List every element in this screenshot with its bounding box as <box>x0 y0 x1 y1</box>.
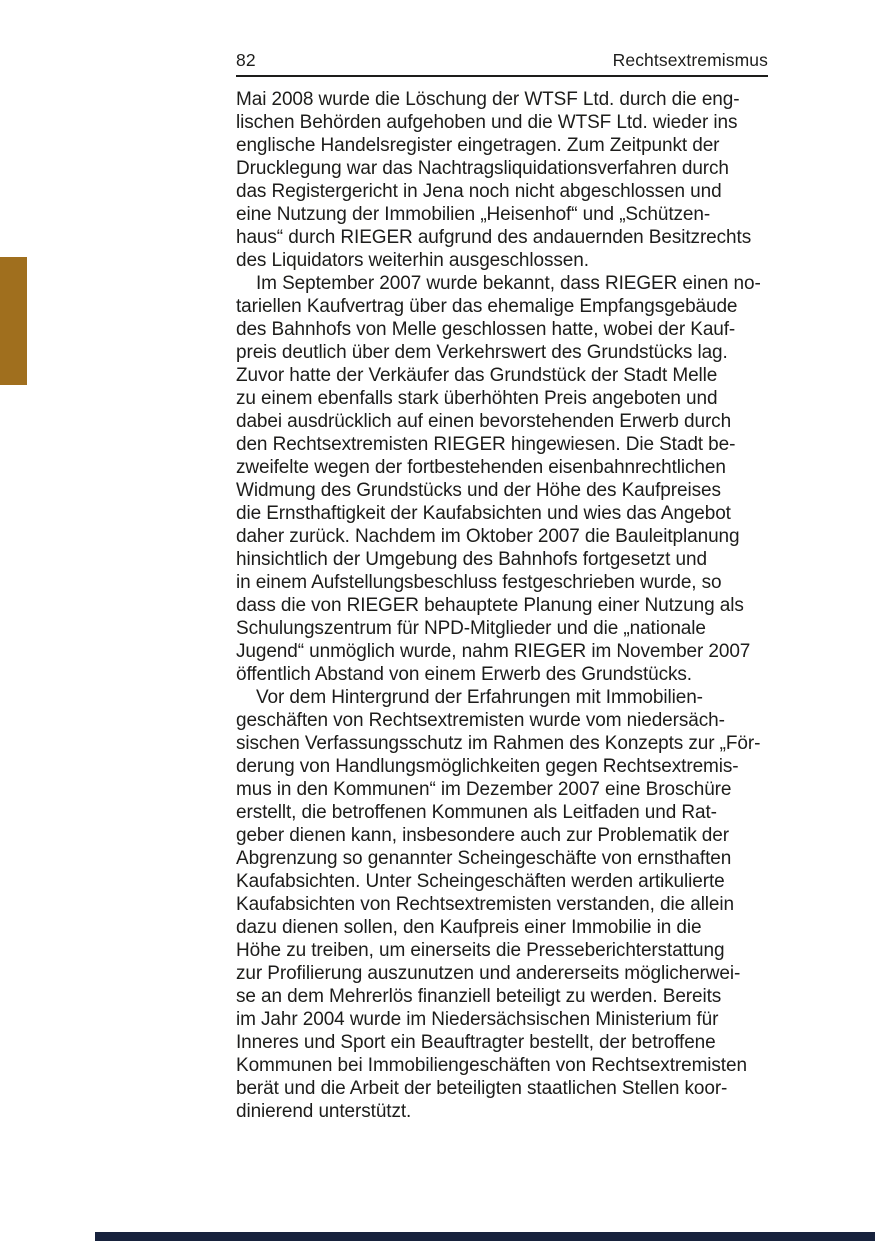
footer-bar <box>95 1232 875 1241</box>
text-line: preis deutlich über dem Verkehrswert des Grundstücks lag. <box>236 342 728 363</box>
text-line: im Jahr 2004 wurde im Niedersächsischen Ministerium für <box>236 1009 719 1030</box>
body-text <box>236 88 776 1123</box>
text-line: derung von Handlungsmöglichkeiten gegen Rechtsextremis- <box>236 756 739 777</box>
running-head: Rechtsextremismus <box>612 50 768 70</box>
text-line: lischen Behörden aufgehoben und die WTSF Ltd. wieder ins <box>236 112 738 133</box>
text-line: Höhe zu treiben, um einerseits die Presseberichterstattung <box>236 940 725 961</box>
text-line: dabei ausdrücklich auf einen bevorstehenden Erwerb durch <box>236 411 732 432</box>
text-line: das Registergericht in Jena noch nicht abgeschlossen und <box>236 181 722 202</box>
text-line: des Liquidators weiterhin ausgeschlossen. <box>236 250 589 271</box>
text-line: hinsichtlich der Umgebung des Bahnhofs fortgesetzt und <box>236 549 707 570</box>
text-line: mus in den Kommunen“ im Dezember 2007 eine Broschüre <box>236 779 732 800</box>
text-line: dinierend unterstützt. <box>236 1101 412 1122</box>
page-number: 82 <box>236 50 256 70</box>
text-line: Mai 2008 wurde die Löschung der WTSF Ltd. durch die eng- <box>236 89 740 110</box>
text-line: Zuvor hatte der Verkäufer das Grundstück der Stadt Melle <box>236 365 718 386</box>
text-line: Jugend“ unmöglich wurde, nahm RIEGER im November 2007 <box>236 641 751 662</box>
text-line: Schulungszentrum für NPD-Mitglieder und die „nationale <box>236 618 706 639</box>
text-line: in einem Aufstellungsbeschluss festgeschrieben wurde, so <box>236 572 722 593</box>
text-line: dass die von RIEGER behauptete Planung einer Nutzung als <box>236 595 744 616</box>
text-line: daher zurück. Nachdem im Oktober 2007 die Bauleitplanung <box>236 526 740 547</box>
text-line: englische Handelsregister eingetragen. Zum Zeitpunkt der <box>236 135 720 156</box>
text-line: zweifelte wegen der fortbestehenden eisenbahnrechtlichen <box>236 457 726 478</box>
text-line: des Bahnhofs von Melle geschlossen hatte, wobei der Kauf- <box>236 319 736 340</box>
text-line: tariellen Kaufvertrag über das ehemalige Empfangsgebäude <box>236 296 738 317</box>
thumb-index-tab <box>0 257 27 385</box>
text-line: zu einem ebenfalls stark überhöhten Preis angeboten und <box>236 388 718 409</box>
text-line: Vor dem Hintergrund der Erfahrungen mit Immobilien- <box>256 687 703 708</box>
text-line: dazu dienen sollen, den Kaufpreis einer Immobilie in die <box>236 917 702 938</box>
text-line: Inneres und Sport ein Beauftragter bestellt, der betroffene <box>236 1032 716 1053</box>
text-line: eine Nutzung der Immobilien „Heisenhof“ und „Schützen- <box>236 204 711 225</box>
text-line: Kommunen bei Immobiliengeschäften von Rechtsextremisten <box>236 1055 747 1076</box>
text-line: den Rechtsextremisten RIEGER hingewiesen. Die Stadt be- <box>236 434 736 455</box>
text-line: erstellt, die betroffenen Kommunen als Leitfaden und Rat- <box>236 802 717 823</box>
header-rule <box>236 75 768 77</box>
text-line: Kaufabsichten. Unter Scheingeschäften werden artikulierte <box>236 871 725 892</box>
text-line: sischen Verfassungsschutz im Rahmen des Konzepts zur „För- <box>236 733 761 754</box>
text-line: Kaufabsichten von Rechtsextremisten verstanden, die allein <box>236 894 734 915</box>
text-line: Drucklegung war das Nachtragsliquidationsverfahren durch <box>236 158 729 179</box>
text-line: geber dienen kann, insbesondere auch zur Problematik der <box>236 825 729 846</box>
text-line: Abgrenzung so genannter Scheingeschäfte von ernsthaften <box>236 848 732 869</box>
text-line: se an dem Mehrerlös finanziell beteiligt zu werden. Bereits <box>236 986 722 1007</box>
text-line: geschäften von Rechtsextremisten wurde vom niedersäch- <box>236 710 725 731</box>
text-line: öffentlich Abstand von einem Erwerb des Grundstücks. <box>236 664 692 685</box>
text-line: zur Profilierung auszunutzen und andererseits möglicherwei- <box>236 963 741 984</box>
text-line: Widmung des Grundstücks und der Höhe des Kaufpreises <box>236 480 721 501</box>
text-line: haus“ durch RIEGER aufgrund des andauernden Besitzrechts <box>236 227 752 248</box>
page-header <box>236 50 768 71</box>
text-line: berät und die Arbeit der beteiligten staatlichen Stellen koor- <box>236 1078 728 1099</box>
text-line: die Ernsthaftigkeit der Kaufabsichten und wies das Angebot <box>236 503 731 524</box>
text-line: Im September 2007 wurde bekannt, dass RIEGER einen no- <box>256 273 761 294</box>
